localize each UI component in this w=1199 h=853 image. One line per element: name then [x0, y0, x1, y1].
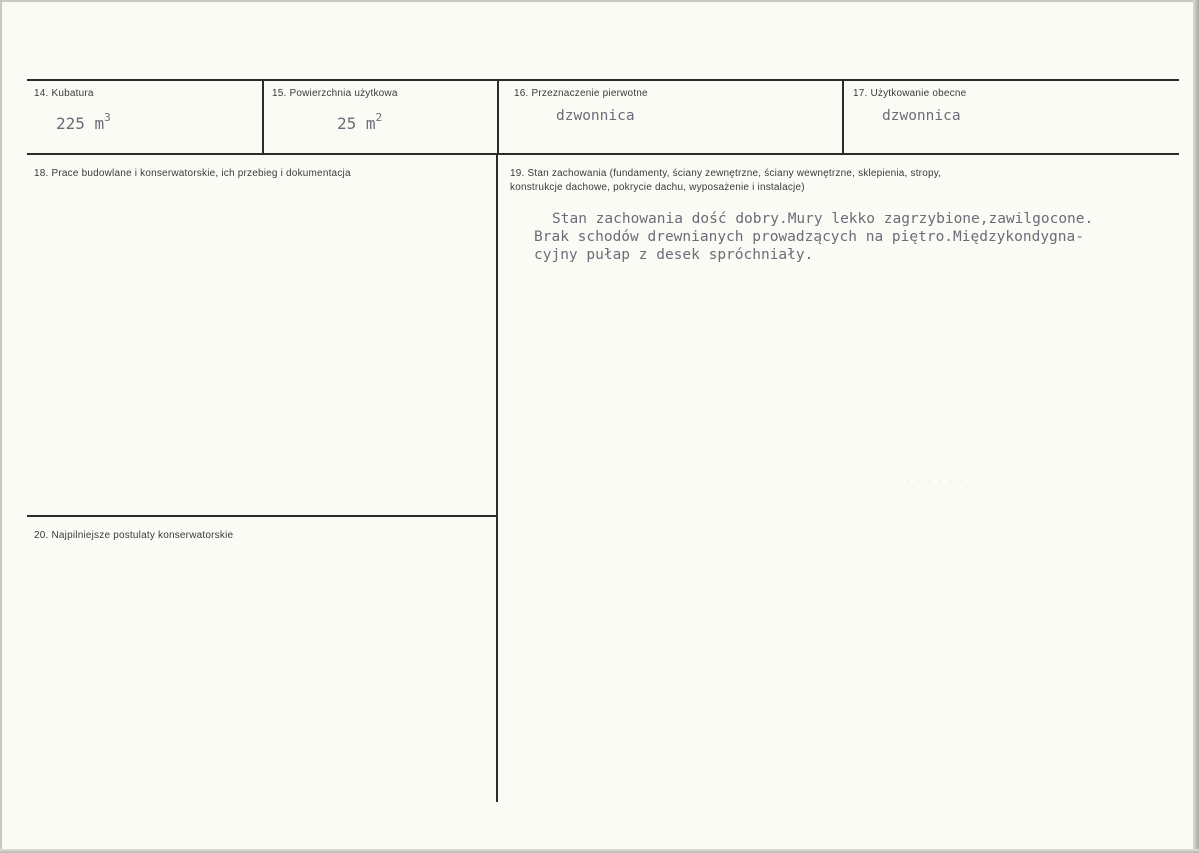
field-19-label-line2: konstrukcje dachowe, pokrycie dachu, wyposażenie i instalacje) [510, 182, 805, 193]
field-14-label: 14. Kubatura [34, 88, 94, 99]
top-rule [27, 79, 1179, 81]
row-divider-18-20 [27, 515, 497, 517]
col-divider-16-17 [842, 80, 844, 154]
field-19-text-line2: Brak schodów drewnianych prowadzących na piętro.Międzykondygna- [534, 229, 1084, 245]
field-19-label-line1: 19. Stan zachowania (fundamenty, ściany zewnętrzne, ściany wewnętrzne, sklepienia, stropy, [510, 168, 942, 179]
field-19-text-line1: Stan zachowania dość dobry.Mury lekko zagrzybione,zawilgocone. [552, 211, 1094, 227]
field-14-exponent: 3 [104, 111, 111, 124]
field-15-value [337, 111, 383, 133]
field-14-value-text: 225 m [56, 114, 105, 133]
page-edge-right [1193, 0, 1199, 853]
col-divider-15-16 [497, 80, 499, 154]
row-divider-top [27, 153, 1179, 155]
field-15-label: 15. Powierzchnia użytkowa [272, 88, 398, 99]
field-17-value: dzwonnica [882, 108, 961, 124]
field-15-exponent: 2 [375, 111, 383, 124]
field-19-text-line3: cyjny pułap z desek spróchniały. [534, 247, 814, 263]
field-16-label: 16. Przeznaczenie pierwotne [514, 88, 648, 99]
main-column-divider [496, 154, 498, 802]
field-15-value-text: 25 m [337, 114, 376, 133]
field-17-label: 17. Użytkowanie obecne [853, 88, 967, 99]
show-through-marks: · · · · · · [905, 477, 965, 487]
field-18-label: 18. Prace budowlane i konserwatorskie, ich przebieg i dokumentacja [34, 168, 351, 179]
page-edge-bottom [0, 849, 1199, 853]
field-16-value: dzwonnica [556, 108, 635, 124]
col-divider-14-15 [262, 80, 264, 154]
field-14-value [56, 111, 111, 133]
field-20-label: 20. Najpilniejsze postulaty konserwatorskie [34, 530, 234, 541]
